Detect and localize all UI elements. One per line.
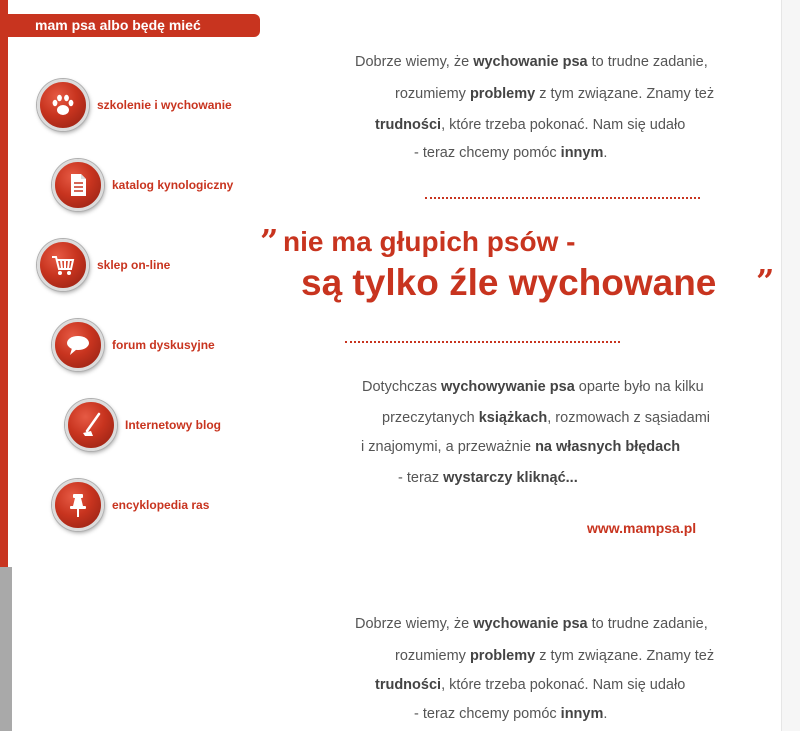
intro-line-2: rozumiemy problemy z tym związane. Znamy też	[395, 648, 715, 664]
paw-icon	[37, 79, 89, 131]
menu-label: sklep on-line	[97, 258, 171, 272]
menu-item-catalog[interactable]	[52, 159, 233, 211]
pushpin-icon	[52, 479, 104, 531]
second-line-1: Dotychczas wychowywanie psa oparte było na kilku	[362, 379, 704, 395]
menu-label: Internetowy blog	[125, 418, 221, 432]
header-title: mam psa albo będę mieć	[8, 14, 260, 37]
second-line-4: - teraz wystarczy kliknąć...	[398, 470, 578, 486]
divider-dotted	[425, 197, 700, 199]
second-line-2: przeczytanych książkach, rozmowach z sąsiadami	[382, 410, 711, 426]
menu-item-blog[interactable]	[65, 399, 221, 451]
intro-line-3: trudności, które trzeba pokonać. Nam się udało	[375, 117, 686, 133]
right-edge	[781, 0, 800, 731]
menu-item-forum[interactable]	[52, 319, 215, 371]
menu-label: forum dyskusyjne	[112, 338, 215, 352]
intro-line-1: Dobrze wiemy, że wychowanie psa to trudne zadanie,	[355, 54, 708, 70]
menu-item-shop[interactable]	[37, 239, 170, 291]
second-line-3: i znajomymi, a przeważnie na własnych błędach	[361, 439, 681, 455]
left-accent-bar	[0, 0, 8, 567]
left-grey-bar	[0, 567, 12, 731]
slogan-line-2: są tylko źle wychowane	[301, 262, 717, 303]
menu-label: katalog kynologiczny	[112, 178, 234, 192]
intro-line-1: Dobrze wiemy, że wychowanie psa to trudne zadanie,	[355, 616, 708, 632]
website-link[interactable]: www.mampsa.pl	[587, 520, 697, 536]
speech-bubble-icon	[52, 319, 104, 371]
menu-label: encyklopedia ras	[112, 498, 210, 512]
menu-item-encyclopedia[interactable]	[52, 479, 209, 531]
open-quote: ”	[260, 222, 279, 260]
menu-item-training[interactable]	[37, 79, 232, 131]
slogan-line-1: nie ma głupich psów -	[283, 226, 576, 257]
intro-line-4: - teraz chcemy pomóc innym.	[414, 145, 608, 161]
divider-dotted	[345, 341, 620, 343]
shopping-cart-icon	[37, 239, 89, 291]
pen-icon	[65, 399, 117, 451]
close-quote: ”	[756, 262, 775, 300]
menu-label: szkolenie i wychowanie	[97, 98, 232, 112]
intro-line-4: - teraz chcemy pomóc innym.	[414, 706, 608, 722]
intro-line-3: trudności, które trzeba pokonać. Nam się udało	[375, 677, 686, 693]
intro-line-2: rozumiemy problemy z tym związane. Znamy też	[395, 86, 715, 102]
document-icon	[52, 159, 104, 211]
